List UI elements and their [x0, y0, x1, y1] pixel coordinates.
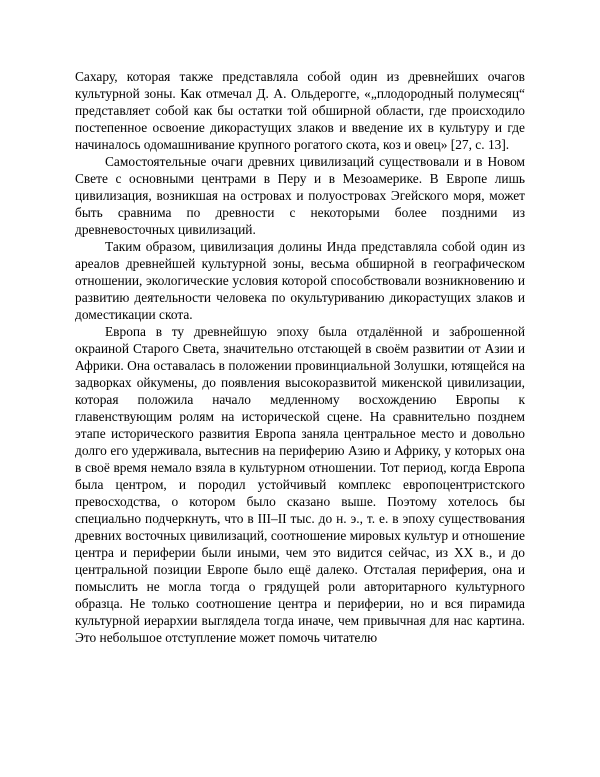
paragraph-4: Европа в ту древнейшую эпоху была отдалённой и заброшенной окраиной Старого Света, значительно отстающей в своём развитии от Азии и Африки. Она оставалась в положении провинциальной Золушки, ютящейся на задворках ойкумены, до появления высокоразвитой микенской цивилизации, которая положила начало медленному восхождению Европы к главенствующим ролям на исторической сцене. На сравнительно позднем этапе исторического развития Европа заняла центральное место и довольно долго его удерживала, вытеснив на периферию Азию и Африку, у которых она в своё время немало взяла в культурном отношении. Тот период, когда Европа была центром, и породил устойчивый комплекс европоцентристского превосходства, о котором было сказано выше. Поэтому хотелось бы специально подчеркнуть, что в III–II тыс. до н. э., т. е. в эпоху существования древних восточных цивилизаций, соотношение мировых культур и отношение центра и периферии были иными, чем это видится сейчас, из XX в., и до центральной позиции Европе было ещё далеко. Отсталая периферия, она и помыслить не могла тогда о грядущей роли авторитарного культурного образца. Не только соотношение центра и периферии, но и вся пирамида культурной иерархии выглядела тогда иначе, чем привычная для нас картина. Это небольшое отступление может помочь читателю [75, 324, 525, 645]
document-page [75, 68, 525, 646]
paragraph-2: Самостоятельные очаги древних цивилизаций существовали и в Новом Свете с основными центрами в Перу и в Мезоамерике. В Европе лишь цивилизация, возникшая на островах и полуостровах Эгейского моря, может быть сравнима по древности с некоторыми более поздними из древневосточных цивилизаций. [75, 154, 525, 237]
paragraph-3: Таким образом, цивилизация долины Инда представляла собой один из ареалов древнейшей культурной зоны, весьма обширной в географическом отношении, экологические условия которой способствовали возникновению и развитию деятельности человека по окультуриванию дикорастущих злаков и доместикации скота. [75, 239, 525, 322]
paragraph-1: Сахару, которая также представляла собой один из древнейших очагов культурной зоны. Как отмечал Д. А. Ольдерогге, «„плодородный полумесяц“ представляет собой как бы остатки той обширной области, где происходило постепенное освоение дикорастущих злаков и введение их в культуру и где начиналось одомашнивание крупного рогатого скота, коз и овец» [27, с. 13]. [75, 69, 525, 152]
